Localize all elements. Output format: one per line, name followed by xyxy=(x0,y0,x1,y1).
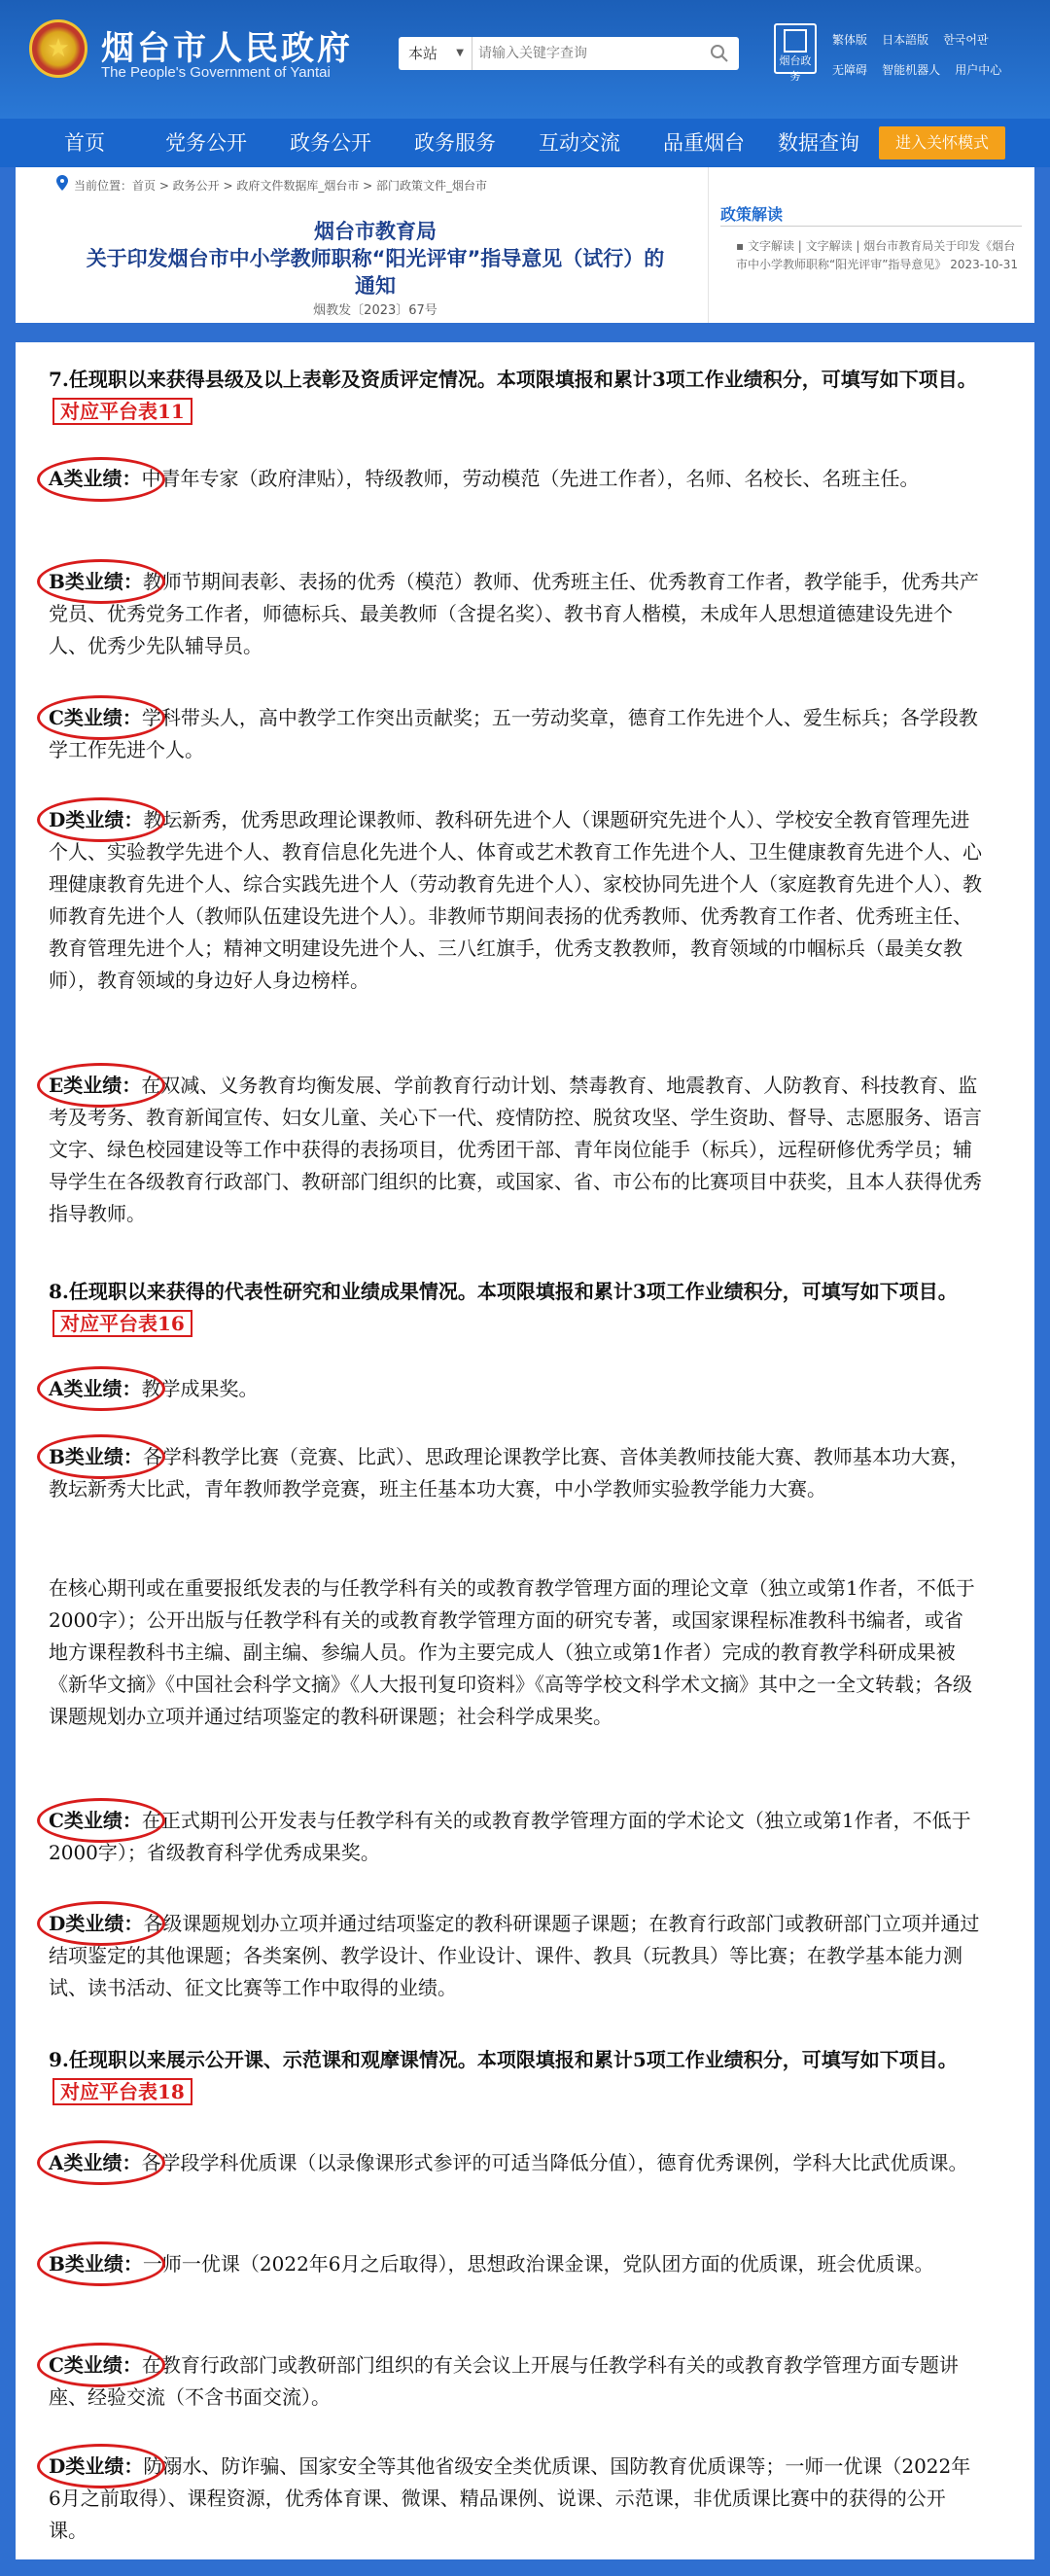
link-accessibility[interactable]: 无障碍 xyxy=(832,63,868,77)
site-subtitle: The People's Government of Yantai xyxy=(101,64,331,81)
red-circle-annotation xyxy=(37,1366,165,1411)
red-circle-annotation xyxy=(37,559,165,604)
nav-data-query[interactable]: 数据查询 xyxy=(778,131,859,155)
sidebar-link[interactable]: ▪ 文字解读 | 文字解读 | 烟台市教育局关于印发《烟台市中小学教师职称“阳光评审”指导意见》 2023-10-31 xyxy=(736,239,1018,271)
nav-gov-affairs[interactable]: 政务公开 xyxy=(290,131,371,155)
s7-a: A类业绩：中青年专家（政府津贴），特级教师，劳动模范（先进工作者），名师、名校长、名班主任。 xyxy=(49,467,920,490)
red-circle-annotation xyxy=(37,1798,165,1843)
red-circle-annotation xyxy=(37,1063,165,1108)
link-japanese[interactable]: 日本語版 xyxy=(882,33,929,47)
article-title-cont: 通知 xyxy=(355,274,396,298)
breadcrumb[interactable]: 当前位置：首页 > 政务公开 > 政府文件数据库_烟台市 > 部门政策文件_烟台市 xyxy=(74,179,488,193)
s7-d: D类业绩：教坛新秀，优秀思政理论课教师、教科研先进个人（课题研究先进个人）、学校安全教育管理先进个人、实验教学先进个人、教育信息化先进个人、体育或艺术教育工作先进个人、卫生健康教育先进个人、心理健康教育先进个人、综合实践先进个人（劳动教育先进个人）、家校协同先进个人（家庭教育先进个人）、教师教育先进个人（教师队伍建设先进个人）。非教师节期间表扬的优秀教师、优秀教育工作者、优秀班主任、教育管理先进个人；精神文明建设先进个人、三八红旗手，优秀支教教师，教育领域的巾帼标兵（最美女教师），教育领域的身边好人身边榜样。 xyxy=(49,808,982,992)
red-circle-annotation xyxy=(37,2444,165,2488)
link-robot[interactable]: 智能机器人 xyxy=(882,63,941,77)
location-pin-icon xyxy=(56,175,68,191)
red-circle-annotation xyxy=(37,797,165,842)
s8-d: D类业绩：各级课题规划办立项并通过结项鉴定的教科研课题子课题；在教育行政部门或教研部门立项并通过结项鉴定的其他课题；各类案例、教学设计、作业设计、课件、教具（玩教具）等比赛；在教学基本能力测试、读书活动、征文比赛等工作中取得的业绩。 xyxy=(49,1912,980,1999)
red-circle-annotation xyxy=(37,2140,165,2185)
care-mode-button[interactable]: 进入关怀模式 xyxy=(879,126,1005,159)
link-traditional[interactable]: 繁体版 xyxy=(832,33,868,47)
document-image xyxy=(16,342,1034,2559)
search-scope-select[interactable]: 本站 ▼ xyxy=(399,37,472,70)
link-user-center[interactable]: 用户中心 xyxy=(955,63,1002,77)
policy-sidebar xyxy=(708,167,1034,323)
search-box xyxy=(399,37,739,70)
s9-c: C类业绩：在教育行政部门或教研部门组织的有关会议上开展与任教学科有关的或教育教学管理方面专题讲座、经验交流（不含书面交流）。 xyxy=(49,2353,959,2409)
site-title[interactable]: 烟台市人民政府 xyxy=(101,29,353,68)
nav-gov-services[interactable]: 政务服务 xyxy=(414,131,496,155)
nav-party-affairs[interactable]: 党务公开 xyxy=(165,131,247,155)
platform-tag: 对应平台表11 xyxy=(52,398,192,425)
search-icon[interactable] xyxy=(710,44,729,63)
search-input[interactable] xyxy=(478,37,702,70)
main-nav xyxy=(0,119,1050,167)
s8-c: C类业绩：在正式期刊公开发表与任教学科有关的或教育教学管理方面的学术论文（独立或第1作者，不低于2000字）；省级教育科学优秀成果奖。 xyxy=(49,1809,971,1864)
site-header xyxy=(0,0,1050,119)
nav-yantai[interactable]: 品重烟台 xyxy=(663,131,745,155)
platform-tag: 对应平台表18 xyxy=(52,2078,192,2105)
article-issuer: 烟台市教育局 xyxy=(314,220,437,243)
s9-d: D类业绩：防溺水、防诈骗、国家安全等其他省级安全类优质课、国防教育优质课等；一师一优课（2022年6月之前取得）、课程资源，优秀体育课、微课、精品课例、说课、示范课，非优质课比赛中的获得的公开课。 xyxy=(49,2454,971,2542)
red-circle-annotation xyxy=(37,457,165,502)
red-circle-annotation xyxy=(37,695,165,740)
top-links xyxy=(832,29,1046,89)
s7-c: C类业绩：学科带头人，高中教学工作突出贡献奖；五一劳动奖章，德育工作先进个人、爱生标兵；各学段教学工作先进个人。 xyxy=(49,706,978,761)
s7-e: E类业绩：在双减、义务教育均衡发展、学前教育行动计划、禁毒教育、地震教育、人防教育、科技教育、监考及考务、教育新闻宣传、妇女儿童、关心下一代、疫情防控、脱贫攻坚、学生资助、督导、志愿服务、语言文字、绿色校园建设等工作中获得的表扬项目，优秀团干部、青年岗位能手（标兵），远程研修优秀学员；辅导学生在各级教育行政部门、教研部门组织的比赛，或国家、省、市公布的比赛项目中获奖，且本人获得优秀指导教师。 xyxy=(49,1074,982,1225)
section-8-intro: 8.任现职以来获得的代表性研究和业绩成果情况。本项限填报和累计3项工作业绩积分，可填写如下项目。对应平台表16 xyxy=(49,1280,958,1335)
qr-code-icon[interactable]: 烟台政务 xyxy=(774,23,817,74)
s9-b: B类业绩：一师一优课（2022年6月之后取得），思想政治课金课，党队团方面的优质课，班会优质课。 xyxy=(49,2252,934,2276)
s8-b: B类业绩：各学科教学比赛（竞赛、比武）、思政理论课教学比赛、音体美教师技能大赛、教师基本功大赛，教坛新秀大比武，青年教师教学竞赛，班主任基本功大赛，中小学教师实验教学能力大赛。 xyxy=(49,1445,969,1500)
s8-b-cont: 在核心期刊或在重要报纸发表的与任教学科有关的或教育教学管理方面的理论文章（独立或第1作者，不低于2000字）；公开出版与任教学科有关的或教育教学管理方面的研究专著，或国家课程标准教科书编者，或省地方课程教科书主编、副主编、参编人员。作为主要完成人（独立或第1作者）完成的教育教学科研成果被《新华文摘》《中国社会科学文摘》《人大报刊复印资料》《高等学校文科学术文摘》其中之一全文转载；各级课题规划办立项并通过结项鉴定的教科研课题；社会科学成果奖。 xyxy=(49,1576,975,1728)
divider xyxy=(720,226,1022,227)
section-7-intro: 7.任现职以来获得县级及以上表彰及资质评定情况。本项限填报和累计3项工作业绩积分，可填写如下项目。对应平台表11 xyxy=(49,368,977,423)
nav-interaction[interactable]: 互动交流 xyxy=(539,131,620,155)
s7-b: B类业绩：教师节期间表彰、表扬的优秀（模范）教师、优秀班主任、优秀教育工作者，教学能手，优秀共产党员、优秀党务工作者，师德标兵、最美教师（含提名奖）、教书育人楷模，未成年人思想道德建设先进个人、优秀少先队辅导员。 xyxy=(49,570,979,657)
link-korean[interactable]: 한국어판 xyxy=(943,33,989,47)
sidebar-heading: 政策解读 xyxy=(720,205,784,224)
nav-home[interactable]: 首页 xyxy=(64,131,105,155)
s9-a: A类业绩：各学段学科优质课（以录像课形式参评的可适当降低分值），德育优秀课例，学科大比武优质课。 xyxy=(49,2151,968,2174)
document-number: 烟教发〔2023〕67号 xyxy=(313,303,438,318)
national-emblem-icon: ★ xyxy=(29,19,88,78)
chevron-down-icon: ▼ xyxy=(456,48,464,58)
article-title: 关于印发烟台市中小学教师职称“阳光评审”指导意见（试行）的 xyxy=(86,247,665,270)
red-circle-annotation xyxy=(37,1434,165,1479)
red-circle-annotation xyxy=(37,2241,165,2286)
section-9-intro: 9.任现职以来展示公开课、示范课和观摩课情况。本项限填报和累计5项工作业绩积分，可填写如下项目。对应平台表18 xyxy=(49,2048,958,2103)
s8-a: A类业绩：教学成果奖。 xyxy=(49,1377,259,1400)
platform-tag: 对应平台表16 xyxy=(52,1310,192,1337)
red-circle-annotation xyxy=(37,1901,165,1946)
article-header-panel xyxy=(16,167,1034,323)
red-circle-annotation xyxy=(37,2343,165,2387)
